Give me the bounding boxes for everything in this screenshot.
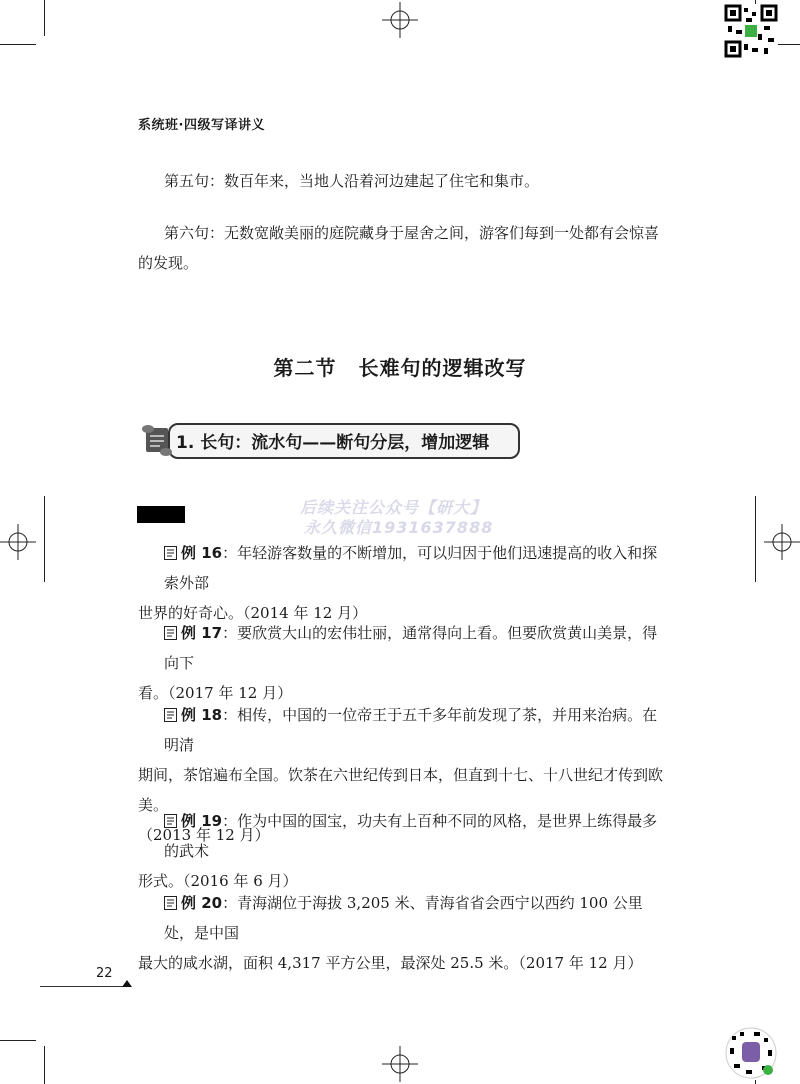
example-label: 例 20	[181, 894, 223, 912]
example-text: ：相传，中国的一位帝王于五千多年前发现了茶，并用来治病。在明清	[164, 706, 658, 754]
registration-mark-icon	[0, 524, 36, 560]
crop-mark	[0, 44, 36, 45]
watermark-line-1: 后续关注公众号【研大】	[300, 498, 488, 517]
running-header: 系统班·四级写译讲义	[138, 118, 265, 133]
section-number: 第二节	[273, 356, 337, 380]
example-text: ：年轻游客数量的不断增加，可以归因于他们迅速提高的收入和探索外部	[164, 544, 658, 592]
example-label: 例 19	[181, 812, 223, 830]
triangle-marker-icon	[122, 980, 132, 987]
document-icon	[164, 626, 177, 640]
example-text: ：要欣赏大山的宏伟壮丽，通常得向上看。但要欣赏黄山美景，得向下	[164, 624, 658, 672]
registration-mark-icon	[764, 524, 800, 560]
crop-mark	[44, 1046, 45, 1084]
example-label: 例 16	[181, 544, 223, 562]
subsection-title: 1. 长句：流水句——断句分层，增加逻辑	[176, 433, 490, 453]
scroll-icon	[140, 424, 176, 458]
example-label: 例 17	[181, 624, 223, 642]
crop-mark	[755, 496, 756, 582]
paragraph-sentence-6: 第六句：无数宽敞美丽的庭院藏身于屋舍之间，游客们每到一处都有会惊喜的发现。	[138, 224, 660, 272]
watermark	[300, 498, 493, 538]
document-icon	[164, 814, 177, 828]
document-icon	[164, 708, 177, 722]
crop-mark	[44, 0, 45, 36]
example-item	[138, 888, 668, 978]
footer-rule	[40, 986, 126, 987]
section-title	[0, 352, 800, 381]
example-text-continued: 期间，茶馆遍布全国。饮茶在六世纪传到日本，但直到十七、十八世纪才传到欧美。	[138, 766, 664, 814]
example-label: 例 18	[181, 706, 223, 724]
example-text-continued: 形式。（2016 年 6 月）	[138, 872, 298, 890]
example-item	[138, 618, 668, 708]
example-text-continued: 世界的好奇心。（2014 年 12 月）	[138, 604, 368, 622]
watermark-line-2: 永久微信1931637888	[304, 518, 494, 537]
registration-mark-icon	[382, 2, 418, 38]
paragraph-sentence-5: 第五句：数百年来，当地人沿着河边建起了住宅和集市。	[164, 172, 540, 190]
qr-code-icon	[724, 1026, 778, 1080]
redacted-label	[137, 506, 185, 523]
crop-mark	[44, 496, 45, 582]
section-heading: 长难句的逻辑改写	[358, 356, 527, 380]
example-text-continued: （2013 年 12 月）	[138, 826, 270, 844]
qr-code-icon	[724, 4, 778, 58]
page-number: 22	[96, 966, 113, 981]
document-icon	[164, 896, 177, 910]
example-item	[138, 806, 668, 896]
crop-mark	[0, 1040, 36, 1041]
example-item	[138, 538, 668, 628]
example-text: ：作为中国的国宝，功夫有上百种不同的风格，是世界上练得最多的武术	[164, 812, 658, 860]
document-icon	[164, 546, 177, 560]
example-text-continued: 最大的咸水湖，面积 4,317 平方公里，最深处 25.5 米。（2017 年 12 月）	[138, 954, 643, 972]
example-text: ：青海湖位于海拔 3,205 米、青海省省会西宁以西约 100 公里处，是中国	[164, 894, 643, 942]
registration-mark-icon	[382, 1046, 418, 1082]
example-text-continued: 看。（2017 年 12 月）	[138, 684, 293, 702]
